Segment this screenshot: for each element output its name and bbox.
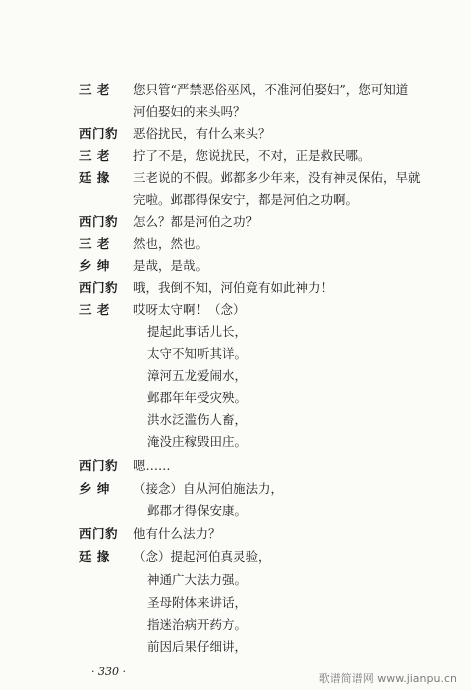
speaker-label: 西门豹 [79,526,119,541]
dialogue-text: 是哉，是哉。 [133,258,209,273]
dialogue-text: 恶俗扰民，有什么来头？ [133,126,271,141]
speaker-label: 三 老 [79,236,110,251]
verse-text: 漳河五龙爱闹水， [147,368,248,383]
verse-text: 邺郡才得保安康。 [147,503,248,518]
dialogue-text: 怎么？都是河伯之功？ [133,214,259,229]
speaker-label: 三 老 [79,148,110,163]
dialogue-text: （接念）自从河伯施法力， [133,481,284,496]
verse-text: 邺郡年年受灾殃。 [147,390,248,405]
speaker-label: 三 老 [79,82,110,97]
dialogue-text: 然也，然也。 [133,236,209,251]
speaker-label: 廷 掾 [79,170,110,185]
page-number: · 330 · [91,665,126,678]
verse-text: 太守不知听其详。 [147,346,248,361]
speaker-label: 三 老 [79,302,110,317]
speaker-label: 西门豹 [79,280,119,295]
dialogue-text: 哎呀太守啊！（念） [133,302,246,317]
dialogue-text: 完啦。邺郡得保安宁，都是河伯之功啊。 [133,192,359,207]
verse-text: 圣母附体来讲话， [147,595,248,610]
verse-text: 神通广大法力强。 [147,572,248,587]
watermark: 歌谱简谱网 www.jianpu.cn [318,672,457,685]
verse-text: 淹没庄稼毁田庄。 [147,434,248,449]
speaker-label: 西门豹 [79,458,119,473]
dialogue-text: 三老说的不假。邺都多少年来，没有神灵保佑，早就 [133,170,421,185]
dialogue-text: 河伯娶妇的来头吗？ [133,104,246,119]
dialogue-text: 嗯…… [133,458,171,473]
speaker-label: 西门豹 [79,126,119,141]
verse-text: 指迷治病开药方。 [147,617,248,632]
speaker-label: 西门豹 [79,214,119,229]
dialogue-text: （念）提起河伯真灵验， [133,549,271,564]
dialogue-text: 哦，我倒不知，河伯竟有如此神力！ [133,280,334,295]
dialogue-text: 您只管“严禁恶俗巫风，不准河伯娶妇”，您可知道 [133,82,409,97]
dialogue-text: 他有什么法力？ [133,526,221,541]
verse-text: 前因后果仔细讲， [147,639,248,654]
verse-text: 提起此事话儿长， [147,324,248,339]
speaker-label: 乡 绅 [79,258,110,273]
dialogue-text: 拧了不是，您说扰民，不对，正是救民哪。 [133,148,371,163]
verse-text: 洪水泛滥伤人畜， [147,412,248,427]
speaker-label: 廷 掾 [79,549,110,564]
speaker-label: 乡 绅 [79,481,110,496]
